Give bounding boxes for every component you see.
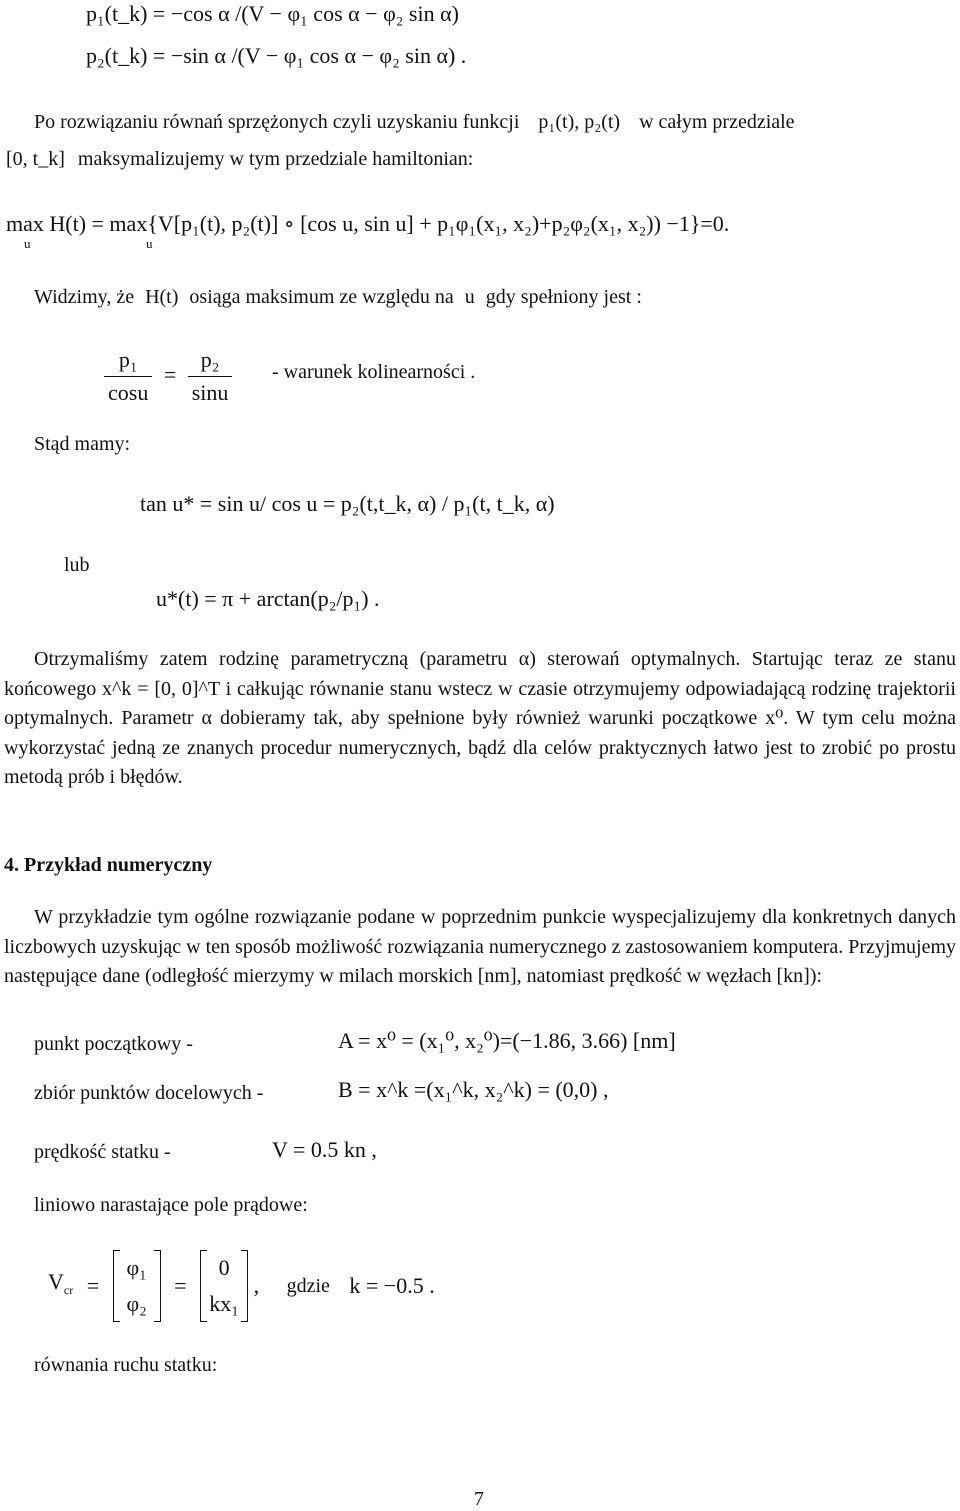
matrix-cell: φ₂	[126, 1291, 147, 1316]
current-field-label: liniowo narastające pole prądowe:	[34, 1194, 308, 1216]
para2-line	[34, 285, 642, 309]
equation-p2: p₂(t_k) = −sin α /(V − φ₁ cos α − φ₂ sin α) .	[86, 43, 467, 68]
fraction-p1-cosu	[104, 346, 152, 407]
equation-p1: p₁(t_k) = −cos α /(V − φ₁ cos α − φ₂ sin α)	[86, 1, 459, 26]
matrix-cell: kx₁	[209, 1291, 239, 1316]
hamiltonian-equation: max H(t) = max{V[p₁(t), p₂(t)] ∘ [cos u, sin u] + p₁φ₁(x₁, x₂)+p₂φ₂(x₁, x₂)) −1}=0.	[6, 211, 730, 236]
para3-text: Otrzymaliśmy zatem rodzinę parametryczną (parametru α) sterowań optymalnych. Startując teraz ze stanu końcowego x^k = [0, 0]^T i całkując równanie stanu wstecz w czasie otrzymujemy odpowiadającą rodzinę trajektorii optymalnych. Parametr α dobieramy tak, aby spełnione były również warunki początkowe x⁰. W tym celu można wykorzystać jedną ze znanych procedur numerycznych, bądź dla celów praktycznych łatwo jest to zrobić po prostu metodą prób i błędów.	[4, 648, 956, 788]
para1-text-a: Po rozwiązaniu równań sprzężonych czyli uzyskaniu funkcji	[34, 111, 520, 133]
para2-text-a: Widzimy, że	[34, 286, 135, 308]
stad-mamy-text: Stąd mamy:	[34, 433, 131, 455]
vcr-letter: V	[48, 1269, 64, 1294]
ustar-equation: u*(t) = π + arctan(p₂/p₁) .	[156, 586, 380, 611]
para1-line2	[6, 147, 473, 171]
fraction-denominator: sinu	[191, 380, 229, 405]
start-point-label: punkt początkowy -	[34, 1033, 193, 1055]
fraction-denominator: cosu	[108, 380, 149, 405]
motion-equations-label: równania ruchu statku:	[34, 1354, 218, 1376]
para1-text-b: w całym przedziale	[639, 111, 795, 133]
para2-text-c: gdy spełniony jest :	[485, 286, 642, 308]
fraction-p2-sinu	[188, 346, 233, 407]
para2-hamiltonian: H(t)	[145, 286, 179, 308]
para2-u: u	[464, 286, 475, 308]
section-heading: 4. Przykład numeryczny	[4, 854, 213, 876]
matrix-cell: φ₁	[126, 1255, 147, 1280]
vcr-subscript: cr	[63, 1283, 74, 1297]
para1-line1	[34, 110, 795, 134]
current-vector	[200, 1250, 248, 1322]
fraction-numerator: p₁	[104, 346, 152, 377]
para2-text-b: osiąga maksimum ze względu na	[189, 286, 454, 308]
equals-sign: =	[174, 1273, 187, 1298]
equals-sign: =	[86, 1273, 100, 1298]
lub-text: lub	[64, 554, 90, 576]
k-equation: k = −0.5 .	[349, 1273, 435, 1298]
fraction-numerator: p₂	[188, 346, 233, 377]
tan-equation: tan u* = sin u/ cos u = p₂(t,t_k, α) / p₁(t, t_k, α)	[140, 491, 555, 516]
page-number: 7	[474, 1488, 484, 1510]
vcr-equation: $V_{cr}$ = φ₁ φ₂ = 0 kx₁ , gdzie k = −0.5 .	[48, 1250, 435, 1322]
colinearity-equation	[104, 346, 232, 407]
para1-interval: [0, t_k]	[6, 148, 65, 170]
vcr-symbol	[48, 1269, 79, 1297]
ship-speed-equation: V = 0.5 kn ,	[272, 1137, 377, 1162]
para1-text-c: maksymalizujemy w tym przedziale hamiltonian:	[77, 148, 474, 170]
para4-text: W przykładzie tym ogólne rozwiązanie podane w poprzednim punkcie wyspecjalizujemy dla konkretnych danych liczbowych uzyskując w ten sposób możliwość rozwiązania numerycznego z zastosowaniem komputera. Przyjmujemy następujące dane (odległość mierzymy w milach morskich [nm], natomiast prędkość w węzłach [kn]):	[4, 906, 956, 987]
matrix-cell: 0	[218, 1255, 230, 1280]
max-subscript-u-2: u	[146, 236, 153, 251]
phi-vector	[113, 1250, 161, 1322]
equals-sign: =	[163, 361, 177, 387]
target-set-label: zbiór punktów docelowych -	[34, 1082, 264, 1104]
start-point-equation: A = x⁰ = (x₁⁰, x₂⁰)=(−1.86, 3.66) [nm]	[338, 1028, 676, 1053]
max-subscript-u-1: u	[24, 236, 31, 251]
target-set-equation: B = x^k =(x₁^k, x₂^k) = (0,0) ,	[338, 1077, 609, 1102]
ship-speed-label: prędkość statku -	[34, 1141, 171, 1163]
colinearity-label: - warunek kolinearności .	[272, 361, 476, 383]
gdzie-text: gdzie	[286, 1275, 330, 1297]
para1-functions: p₁(t), p₂(t)	[538, 111, 621, 133]
